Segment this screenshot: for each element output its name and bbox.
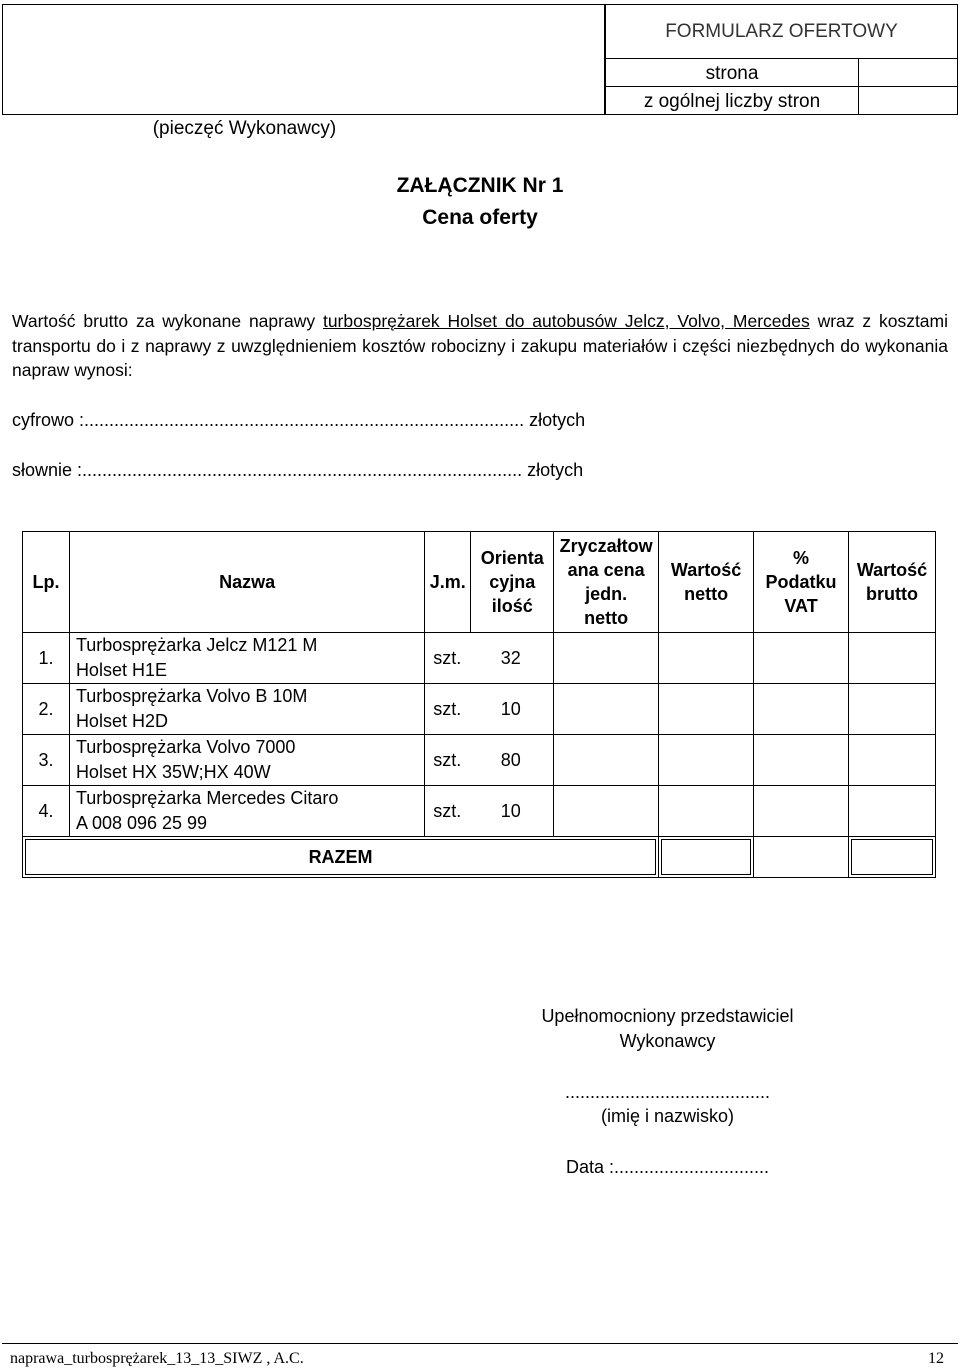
total-label: RAZEM — [308, 846, 373, 867]
attachment-title: ZAŁĄCZNIK Nr 1 — [396, 174, 564, 197]
footer-divider — [2, 1343, 958, 1344]
form-title: FORMULARZ OFERTOWY — [606, 5, 957, 59]
amount-digits-line — [12, 410, 585, 431]
amount-words-label: słownie : — [12, 460, 83, 480]
intro-part1: Wartość brutto za wykonane naprawy — [12, 311, 323, 331]
row-net-value-cell[interactable] — [659, 633, 754, 684]
signature-name-label: (imię i nazwisko) — [600, 1106, 735, 1126]
header-net-value: Wartość netto — [659, 532, 754, 633]
row-vat-cell[interactable] — [754, 633, 849, 684]
total-net-value-cell[interactable] — [659, 837, 754, 878]
row-net-value-cell[interactable] — [659, 786, 754, 837]
intro-part2: wraz z kosztami transportu do i z naprawy z uwzględnieniem kosztów robocizny i zakupu materiałów i części niezbędnych do wykonania napraw wynosi: — [12, 311, 949, 380]
signature-title-2: Wykonawcy — [619, 1031, 716, 1051]
row-vat-cell[interactable] — [754, 735, 849, 786]
row-unit-price-cell[interactable] — [554, 735, 659, 786]
row-unit: szt. — [425, 633, 471, 684]
header-vat: % Podatku VAT — [754, 532, 849, 633]
header-unit: J.m. — [425, 532, 471, 633]
row-unit-price-cell[interactable] — [554, 633, 659, 684]
row-unit-price-cell[interactable] — [554, 786, 659, 837]
table-row — [23, 786, 936, 837]
page-row — [606, 59, 957, 87]
header-gross-value: Wartość brutto — [848, 532, 935, 633]
row-unit: szt. — [425, 786, 471, 837]
footer-page-number: 12 — [928, 1350, 944, 1367]
total-pages-value-field[interactable] — [858, 87, 958, 115]
offer-price-title: Cena oferty — [422, 206, 538, 229]
total-pages-row — [606, 87, 957, 115]
table-row — [23, 633, 936, 684]
footer-filename: naprawa_turbosprężarek_13_13_SIWZ , A.C. — [10, 1350, 304, 1367]
row-lp: 2. — [23, 684, 70, 735]
stamp-label: (pieczęć Wykonawcy) — [152, 118, 337, 139]
row-quantity: 80 — [471, 735, 554, 786]
amount-words-line — [12, 460, 583, 481]
header-unit-price: Zryczałtow ana cena jedn. netto — [554, 532, 659, 633]
row-name: Turbosprężarka Jelcz M121 M Holset H1E — [69, 633, 424, 684]
offer-table — [22, 531, 936, 878]
total-gross-value-cell[interactable] — [848, 837, 935, 878]
row-lp: 4. — [23, 786, 70, 837]
row-name: Turbosprężarka Volvo 7000 Holset HX 35W;HX 40W — [69, 735, 424, 786]
amount-words-currency: złotych — [527, 460, 584, 480]
date-field[interactable]: ............................... — [614, 1157, 770, 1177]
signature-name-field[interactable]: ......................................... — [564, 1082, 771, 1102]
row-unit: szt. — [425, 684, 471, 735]
row-gross-value-cell[interactable] — [848, 735, 935, 786]
amount-digits-currency: złotych — [529, 410, 586, 430]
row-quantity: 10 — [471, 786, 554, 837]
total-pages-label: z ogólnej liczby stron — [643, 91, 821, 112]
table-row — [23, 735, 936, 786]
table-header-row — [23, 532, 936, 633]
page-value-field[interactable] — [858, 59, 958, 87]
amount-digits-label: cyfrowo : — [12, 410, 85, 430]
header-name: Nazwa — [69, 532, 424, 633]
form-header-box — [605, 4, 958, 115]
row-quantity: 32 — [471, 633, 554, 684]
row-quantity: 10 — [471, 684, 554, 735]
header-lp: Lp. — [23, 532, 70, 633]
signature-title-1: Upełnomocniony przedstawiciel — [541, 1006, 794, 1026]
row-unit: szt. — [425, 735, 471, 786]
amount-digits-field[interactable]: ........................................................................................ — [84, 410, 525, 430]
signature-date-line — [505, 1157, 830, 1178]
total-vat-cell — [754, 837, 849, 878]
row-unit-price-cell[interactable] — [554, 684, 659, 735]
row-lp: 1. — [23, 633, 70, 684]
row-lp: 3. — [23, 735, 70, 786]
row-gross-value-cell[interactable] — [848, 633, 935, 684]
amount-words-field[interactable]: ........................................................................................ — [82, 460, 523, 480]
row-vat-cell[interactable] — [754, 684, 849, 735]
table-row — [23, 684, 936, 735]
row-name: Turbosprężarka Mercedes Citaro A 008 096 25 99 — [69, 786, 424, 837]
row-net-value-cell[interactable] — [659, 735, 754, 786]
page-label: strona — [705, 63, 759, 84]
row-gross-value-cell[interactable] — [848, 786, 935, 837]
intro-underlined: turbosprężarek Holset do autobusów Jelcz, Volvo, Mercedes — [322, 311, 810, 331]
total-row — [23, 837, 936, 878]
row-net-value-cell[interactable] — [659, 684, 754, 735]
date-label: Data : — [565, 1157, 614, 1177]
intro-paragraph — [12, 309, 948, 383]
stamp-area — [2, 4, 605, 115]
row-gross-value-cell[interactable] — [848, 684, 935, 735]
header-quantity: Orienta cyjna ilość — [471, 532, 554, 633]
row-name: Turbosprężarka Volvo B 10M Holset H2D — [69, 684, 424, 735]
total-label-cell — [23, 837, 659, 878]
row-vat-cell[interactable] — [754, 786, 849, 837]
